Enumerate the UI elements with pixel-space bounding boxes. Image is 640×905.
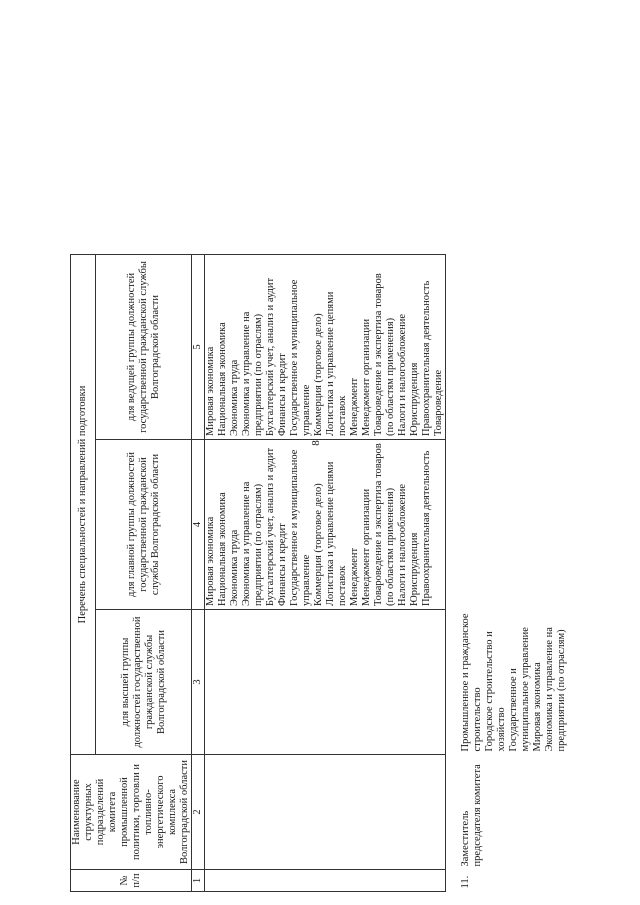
list-item: Коммерция (торговое дело) bbox=[313, 313, 324, 436]
table-row bbox=[446, 255, 569, 892]
list-item: Налоги и налогообложение bbox=[397, 313, 408, 436]
header-num: № п/п bbox=[71, 870, 192, 892]
col-number: 1 bbox=[192, 870, 205, 892]
table-row bbox=[205, 255, 446, 892]
list-item: Товароведение и экспертиза товаров (по областям применения) bbox=[373, 443, 396, 606]
list-item: Логистика и управление цепями поставок bbox=[325, 291, 348, 436]
list-item: Экономика и управление на предприятии (по отраслям) bbox=[241, 311, 264, 436]
list-item: Бухгалтерский учет, анализ и аудит bbox=[265, 277, 276, 436]
list-item: Мировая экономика bbox=[205, 516, 216, 606]
row-number: 11. bbox=[460, 875, 471, 889]
main-group-list bbox=[205, 440, 446, 610]
list-item: Экономика и управление на предприятии (по отраслям) bbox=[544, 627, 567, 752]
col-number: 3 bbox=[192, 610, 205, 755]
list-item: Коммерция (торговое дело) bbox=[313, 483, 324, 606]
rotated-page bbox=[70, 12, 570, 892]
header-highest-group: для высшей группы должностей государственной гражданской службы Волгоградской области bbox=[96, 610, 192, 755]
col-number: 4 bbox=[192, 440, 205, 610]
list-item: Экономика труда bbox=[229, 359, 240, 436]
list-item: Экономика труда bbox=[229, 529, 240, 606]
list-item: Правоохранительная деятельность bbox=[421, 280, 432, 436]
list-item: Национальная экономика bbox=[217, 492, 228, 606]
page-number: 8 bbox=[309, 440, 322, 446]
header-leading-group: для ведущей группы должностей государственной гражданской службы Волгоградской области bbox=[96, 255, 192, 440]
list-item: Экономика и управление на предприятии (по отраслям) bbox=[241, 481, 264, 606]
list-item: Национальная экономика bbox=[217, 322, 228, 436]
list-item: Городское строительство и хозяйство bbox=[484, 631, 507, 752]
col-number: 5 bbox=[192, 255, 205, 440]
header-name: Наименование структурных подразделений комитета промышленной политики, торговли и топливно-энергетического комплекса Волгоградской области bbox=[71, 755, 192, 870]
list-item: Мировая экономика bbox=[205, 346, 216, 436]
col-number: 2 bbox=[192, 755, 205, 870]
position-name: Заместитель председателя комитета bbox=[460, 764, 483, 867]
list-item: Правоохранительная деятельность bbox=[421, 450, 432, 606]
specialties-table bbox=[70, 254, 568, 892]
list-item: Логистика и управление цепями поставок bbox=[325, 461, 348, 606]
list-item: Товароведение bbox=[433, 369, 444, 436]
leading-group-list bbox=[205, 255, 446, 440]
list-item: Государственное и муниципальное управление bbox=[289, 279, 312, 436]
list-item: Менеджмент организации bbox=[361, 488, 372, 606]
list-item: Бухгалтерский учет, анализ и аудит bbox=[265, 447, 276, 606]
list-item: Финансы и кредит bbox=[277, 353, 288, 436]
header-main-group: для главной группы должностей государственной гражданской службы Волгоградской области bbox=[96, 440, 192, 610]
list-item: Юриспруденция bbox=[409, 532, 420, 606]
list-item: Промышленное и гражданское строительство bbox=[460, 613, 483, 752]
list-item: Государственное и муниципальное управление bbox=[289, 449, 312, 606]
list-item: Финансы и кредит bbox=[277, 523, 288, 606]
list-item: Товароведение и экспертиза товаров (по областям применения) bbox=[373, 273, 396, 436]
list-item: Менеджмент bbox=[349, 547, 360, 606]
header-list-title: Перечень специальностей и направлений подготовки bbox=[71, 255, 96, 755]
list-item: Менеджмент организации bbox=[361, 318, 372, 436]
list-item: Мировая экономика bbox=[532, 662, 543, 752]
list-item: Менеджмент bbox=[349, 377, 360, 436]
list-item: Государственное и муниципальное управление bbox=[508, 627, 531, 752]
list-item: Юриспруденция bbox=[409, 362, 420, 436]
list-item: Налоги и налогообложение bbox=[397, 483, 408, 606]
highest-group-list bbox=[446, 610, 569, 755]
